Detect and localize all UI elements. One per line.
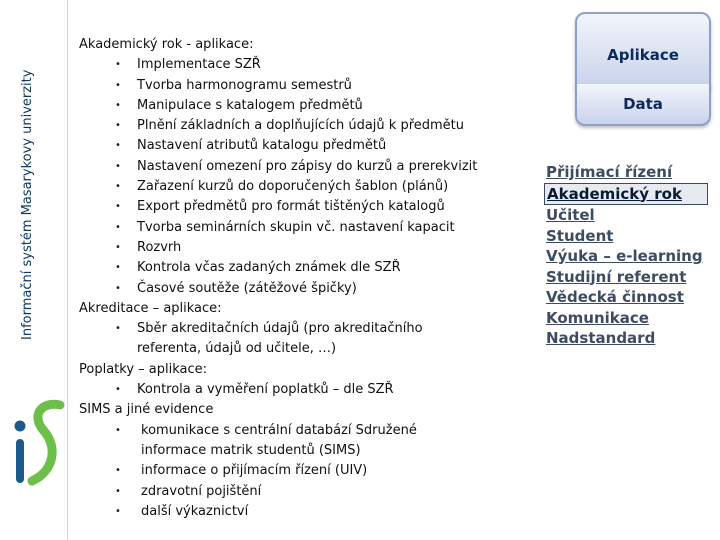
- bullet: •: [115, 160, 121, 172]
- link-research[interactable]: Vědecká činnost: [546, 288, 684, 306]
- list-item-text: Export předmětů pro formát tištěných katalogů: [137, 199, 445, 215]
- academic-year-list: [79, 55, 534, 299]
- accreditation-list: [79, 319, 534, 360]
- is-logo-icon: [10, 395, 68, 495]
- section-accreditation: [79, 299, 534, 360]
- list-item-text: informace o přijímacím řízení (UIV): [141, 463, 368, 479]
- list-item-text: Kontrola včas zadaných známek dle SZŘ: [137, 260, 401, 276]
- data-button[interactable]: [575, 84, 711, 126]
- list-item-text: Časové soutěže (zátěžové špičky): [137, 280, 357, 296]
- list-item: [79, 96, 534, 116]
- link-academic-year[interactable]: Akademický rok: [544, 183, 708, 206]
- link-admission[interactable]: Přijímací řízení: [546, 163, 673, 181]
- list-item-text: Plnění základních a doplňujících údajů k předmětu: [137, 118, 464, 134]
- bullet: •: [115, 221, 121, 233]
- bullet: •: [115, 201, 121, 213]
- list-item: [79, 279, 534, 299]
- data-button-label: Data: [623, 95, 663, 113]
- list-item: [79, 136, 534, 156]
- list-item: [79, 319, 534, 360]
- link-study-officer[interactable]: Studijní referent: [546, 267, 687, 286]
- bullet: •: [115, 140, 121, 152]
- bullet: •: [115, 485, 121, 497]
- list-item: [79, 157, 534, 177]
- applications-button-label: Aplikace: [607, 46, 679, 64]
- list-item: [79, 76, 534, 96]
- bullet: •: [115, 120, 121, 132]
- list-item-text: Rozvrh: [137, 239, 182, 255]
- list-item-text: Nastavení atributů katalogu předmětů: [137, 138, 387, 154]
- list-item-text: komunikace s centrální databází Sdružené informace matrik studentů (SIMS): [141, 422, 417, 458]
- list-item: [79, 482, 534, 502]
- list-item-text: Sběr akreditačních údajů (pro akreditačního referenta, údajů od učitele, …): [137, 321, 423, 357]
- list-item-text: Manipulace s katalogem předmětů: [137, 97, 363, 113]
- list-item: [79, 218, 534, 238]
- list-item: [79, 197, 534, 217]
- list-item: [79, 238, 534, 258]
- link-student[interactable]: Student: [546, 226, 614, 245]
- list-item-text: Zařazení kurzů do doporučených šablon (plánů): [137, 179, 449, 195]
- bullet: •: [115, 282, 121, 294]
- section-academic-year: [79, 35, 534, 299]
- list-item-text: Tvorba harmonogramu semestrů: [137, 77, 352, 93]
- link-premium[interactable]: Nadstandard: [546, 329, 656, 347]
- list-item-text: Implementace SZŘ: [137, 57, 261, 73]
- list-item: [79, 258, 534, 278]
- sidebar-title: Informační systém Masarykovy univerzity: [20, 69, 35, 340]
- bullet: •: [115, 59, 121, 71]
- link-teaching-elearning[interactable]: Výuka – e-learning: [546, 247, 703, 265]
- list-item-text: další výkaznictví: [141, 503, 249, 519]
- bullet: •: [115, 384, 121, 396]
- topic-links: [546, 162, 708, 349]
- link-communication[interactable]: Komunikace: [546, 308, 649, 327]
- bullet: •: [115, 465, 121, 477]
- list-item: [79, 461, 534, 481]
- bullet: •: [115, 505, 121, 517]
- list-item: [79, 380, 534, 400]
- list-item: [79, 421, 534, 462]
- bullet: •: [115, 79, 121, 91]
- fees-list: [79, 380, 534, 400]
- bullet: •: [115, 241, 121, 253]
- section-heading: Akademický rok - aplikace:: [79, 37, 254, 52]
- section-sims: [79, 400, 534, 522]
- bullet: •: [115, 323, 121, 335]
- section-heading: Poplatky – aplikace:: [79, 361, 208, 377]
- list-item: [79, 502, 534, 522]
- list-item: [79, 116, 534, 136]
- list-item: [79, 177, 534, 197]
- bullet: •: [115, 99, 121, 111]
- section-fees: [79, 360, 534, 401]
- section-heading: SIMS a jiné evidence: [79, 402, 214, 418]
- main-content: [79, 35, 534, 522]
- bullet: •: [115, 181, 121, 193]
- section-heading: Akreditace – aplikace:: [79, 300, 222, 316]
- sims-list: [79, 421, 534, 522]
- list-item-text: Nastavení omezení pro zápisy do kurzů a prerekvizit: [137, 158, 478, 174]
- list-item: [79, 55, 534, 75]
- bullet: •: [115, 424, 121, 436]
- bullet: •: [115, 262, 121, 274]
- link-teacher[interactable]: Učitel: [546, 206, 595, 224]
- sidebar: [0, 0, 68, 540]
- applications-button[interactable]: [575, 12, 711, 88]
- list-item-text: Tvorba seminárních skupin vč. nastavení kapacit: [137, 219, 455, 235]
- list-item-text: zdravotní pojištění: [141, 483, 262, 499]
- list-item-text: Kontrola a vyměření poplatků – dle SZŘ: [137, 382, 394, 398]
